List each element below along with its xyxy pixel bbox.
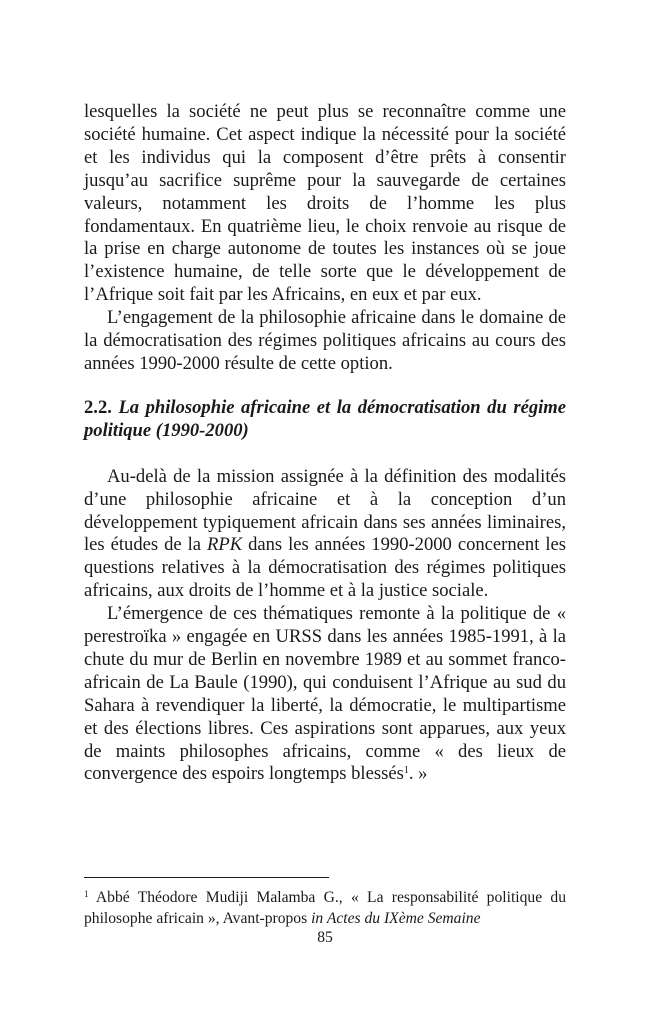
footnote <box>84 888 566 929</box>
body-text <box>84 101 566 786</box>
footnote-number: 1 <box>84 889 89 899</box>
page-number: 85 <box>317 929 333 946</box>
footnote-body: Abbé Théodore Mudiji Malamba G., « La responsabilité politique du philosophe africain », Avant-propos <box>84 889 566 927</box>
section-title: La philosophie africaine et la démocratisation du régime politique (1990-2000) <box>84 396 566 441</box>
footnote-separator <box>84 877 329 878</box>
section-heading <box>84 397 566 443</box>
section-number: 2.2. <box>84 396 112 418</box>
paragraph-text: L’émergence de ces thématiques remonte à la politique de « perestroïka » engagée en URSS dans les années 1985-1991, à la chute du mur de Berlin en novembre 1989 et au sommet franco-africain de La Baule (1990), qui conduisent l’Afrique au sud du Sahara à revendiquer la liberté, la démocratie, le multipartisme et des élections libres. Ces aspirations sont apparues, aux yeux de maints philosophes africains, comme « des lieux de convergence des espoirs longtemps blessés <box>84 603 566 785</box>
paragraph <box>84 603 566 786</box>
footnote-text <box>84 888 566 929</box>
paragraph-text: . » <box>408 763 428 785</box>
journal-abbreviation: RPK <box>206 534 243 556</box>
paragraph: L’engagement de la philosophie africaine dans le domaine de la démocratisation des régimes politiques africains au cours des années 1990-2000 résulte de cette option. <box>84 307 566 374</box>
paragraph-text: Au-delà de la mission assignée à la définition des modalités d’une philosophie africaine et à la conception d’un développement typiquement africain dans ses années liminaires, les études de la <box>84 465 566 556</box>
paragraph: lesquelles la société ne peut plus se reconnaître comme une société humaine. Cet aspect indique la nécessité pour la société et les individus qui la composent d’être prêts à consentir jusqu’au sacrifice suprême pour la sauvegarde de certaines valeurs, notamment les droits de l’homme les plus fondamentaux. En quatrième lieu, le choix renvoie au risque de la prise en charge autonome de toutes les instances où se joue l’existence humaine, de telle sorte que le développement de l’Afrique soit fait par les Africains, en eux et par eux. <box>84 101 566 306</box>
paragraph <box>84 466 566 603</box>
footnote-italic: in Actes du IXème Semaine <box>311 909 481 927</box>
footnote-reference[interactable]: 1 <box>403 765 409 777</box>
paragraph-text: dans les années 1990-2000 concernent les questions relatives à la démocratisation des régimes politiques africains, aux droits de l’homme et à la justice sociale. <box>84 534 566 602</box>
